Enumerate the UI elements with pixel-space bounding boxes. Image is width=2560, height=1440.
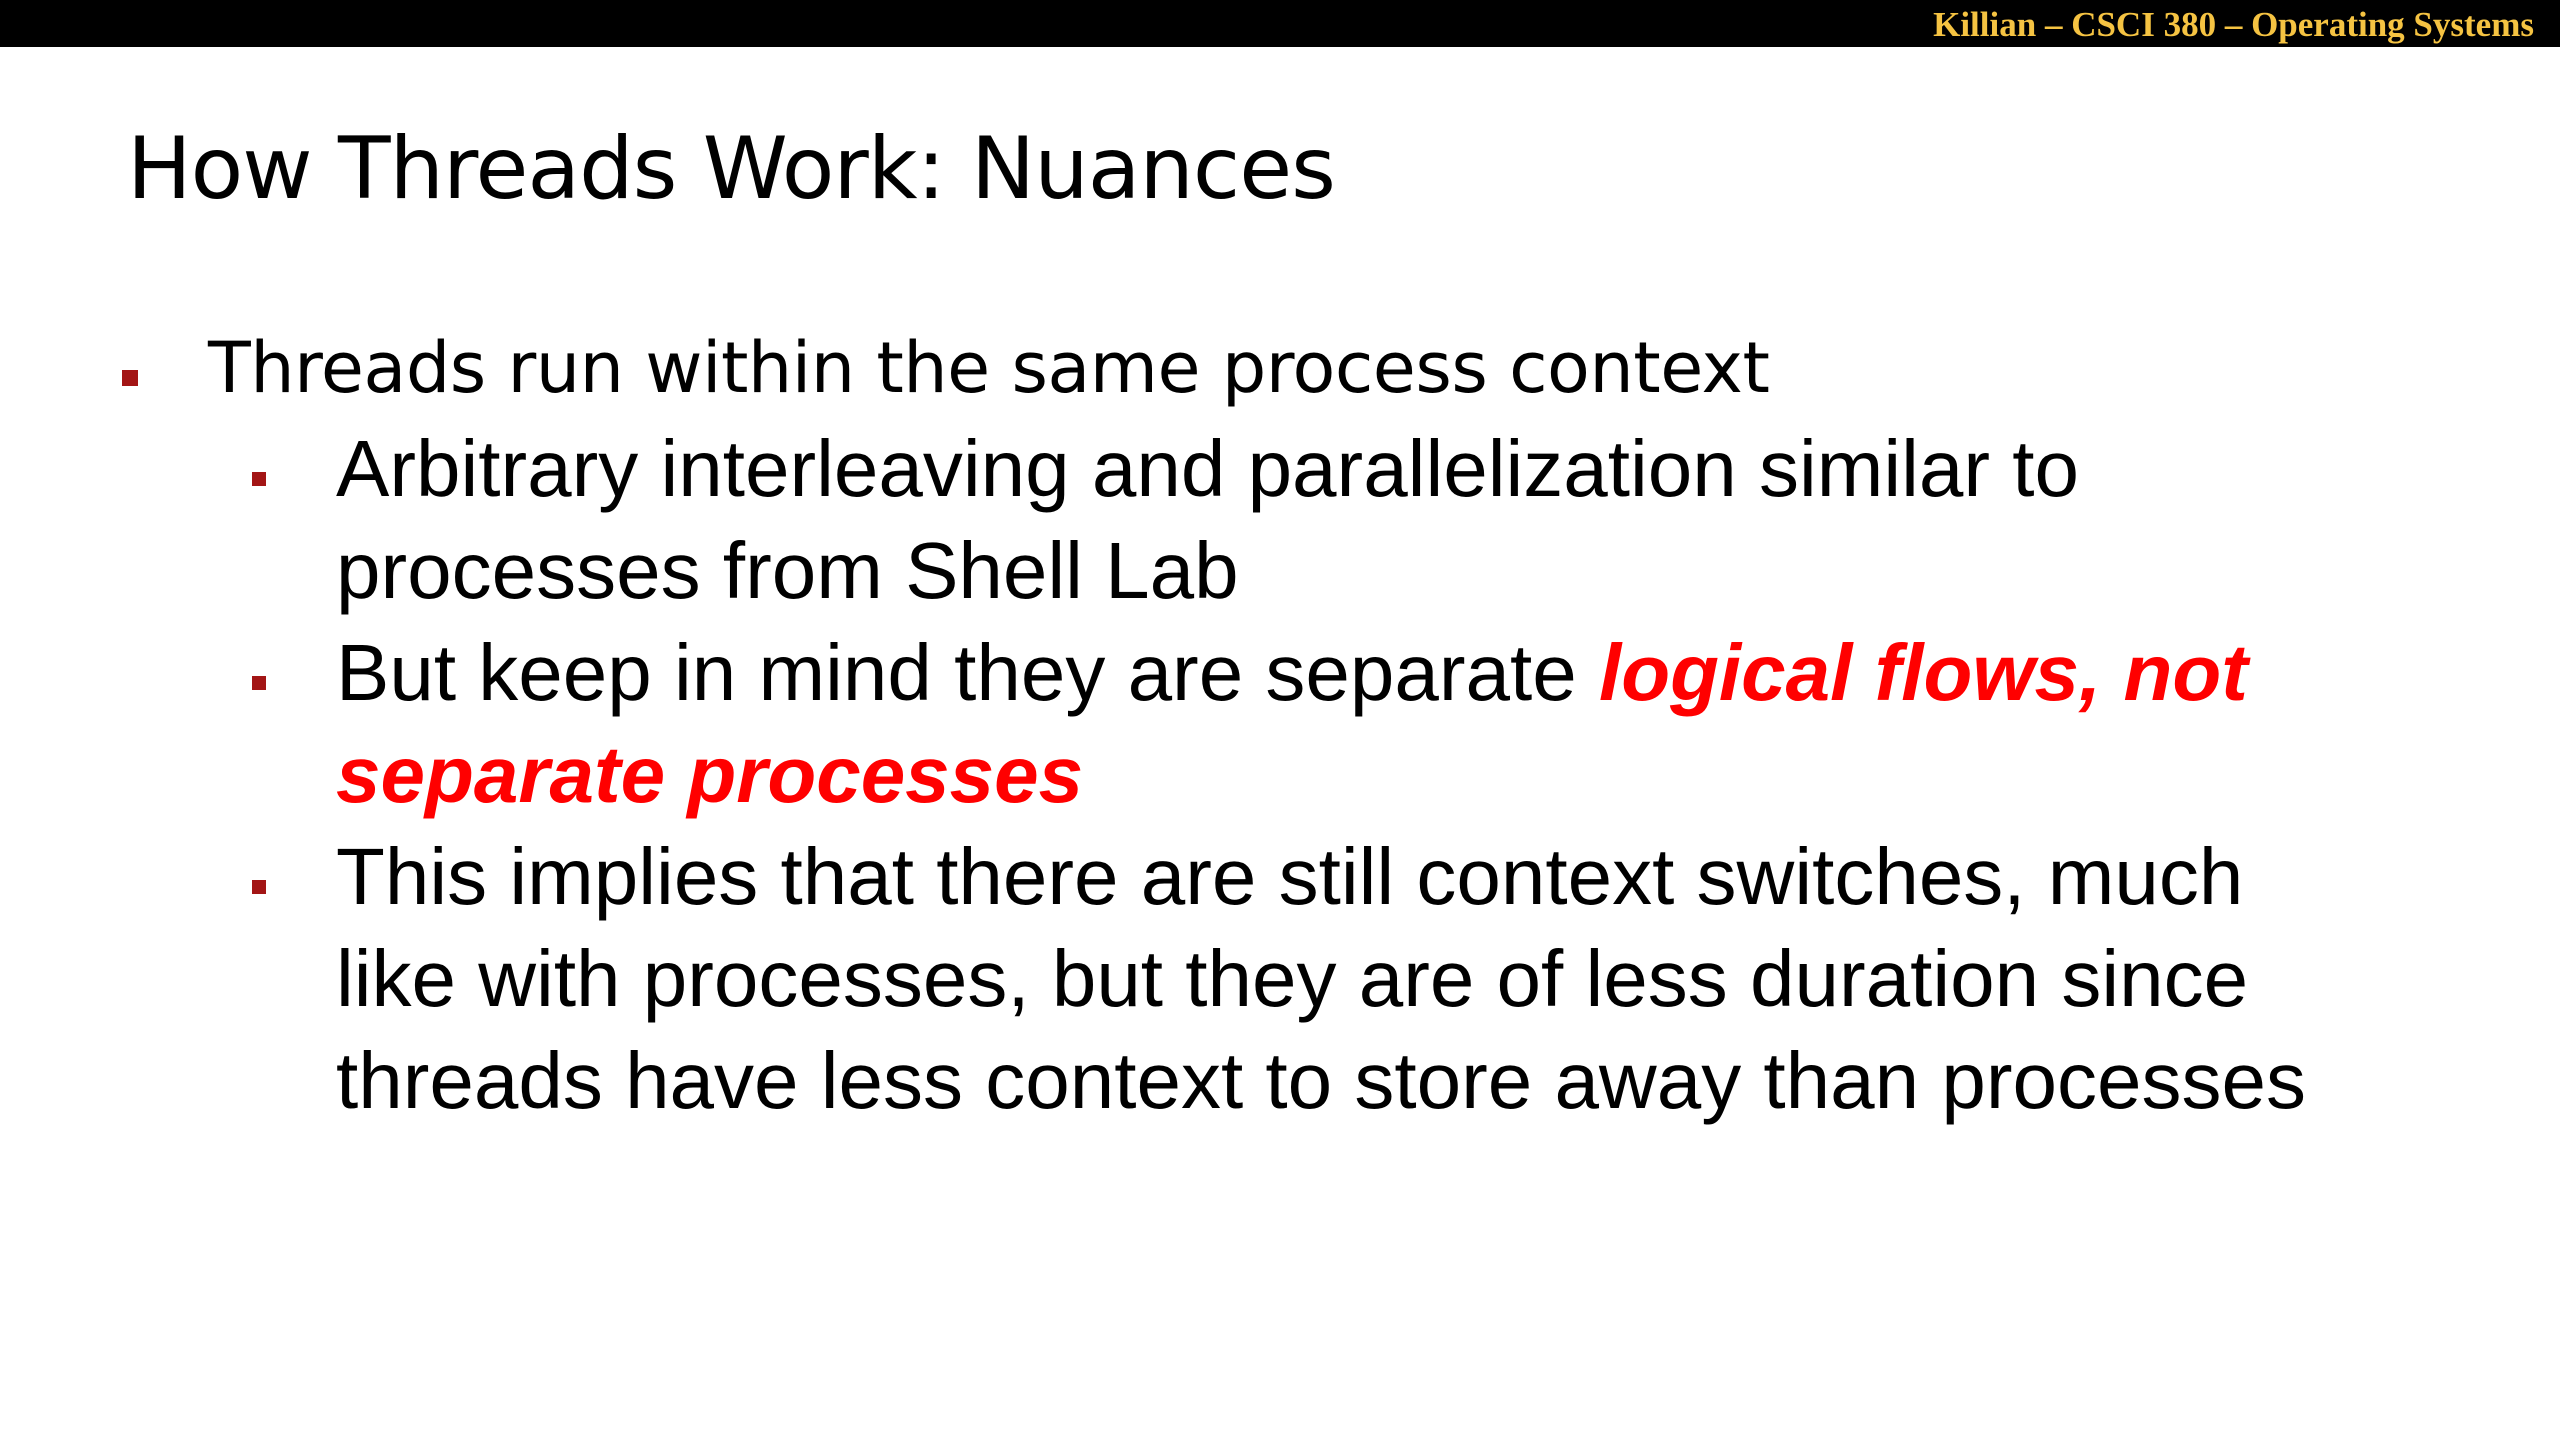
text-line: threads have less context to store away than processes <box>336 1036 2306 1125</box>
square-bullet-icon <box>122 370 138 386</box>
text-line: Arbitrary interleaving and parallelization similar to <box>336 424 2080 513</box>
square-bullet-icon <box>252 676 266 690</box>
text-line <box>336 622 2506 724</box>
text-line: like with processes, but they are of less duration since <box>336 934 2249 1023</box>
slide-title: How Threads Work: Nuances <box>127 119 1335 219</box>
sub-bullet-text <box>336 826 2506 1132</box>
sub-bullet-text <box>336 622 2506 826</box>
plain-text: But keep in mind they are separate <box>336 628 1599 717</box>
square-bullet-icon <box>252 472 266 486</box>
text-line: This implies that there are still context switches, much <box>336 832 2244 921</box>
bullet-text: Threads run within the same process context <box>208 327 1770 409</box>
emphasis-text: separate processes <box>336 730 1084 819</box>
header-bar <box>0 0 2560 47</box>
text-line: processes from Shell Lab <box>336 526 1239 615</box>
square-bullet-icon <box>252 880 266 894</box>
course-label: Killian – CSCI 380 – Operating Systems <box>1933 5 2534 44</box>
sub-bullet-text <box>336 418 2506 622</box>
emphasis-text: logical flows, not <box>1598 628 2248 717</box>
